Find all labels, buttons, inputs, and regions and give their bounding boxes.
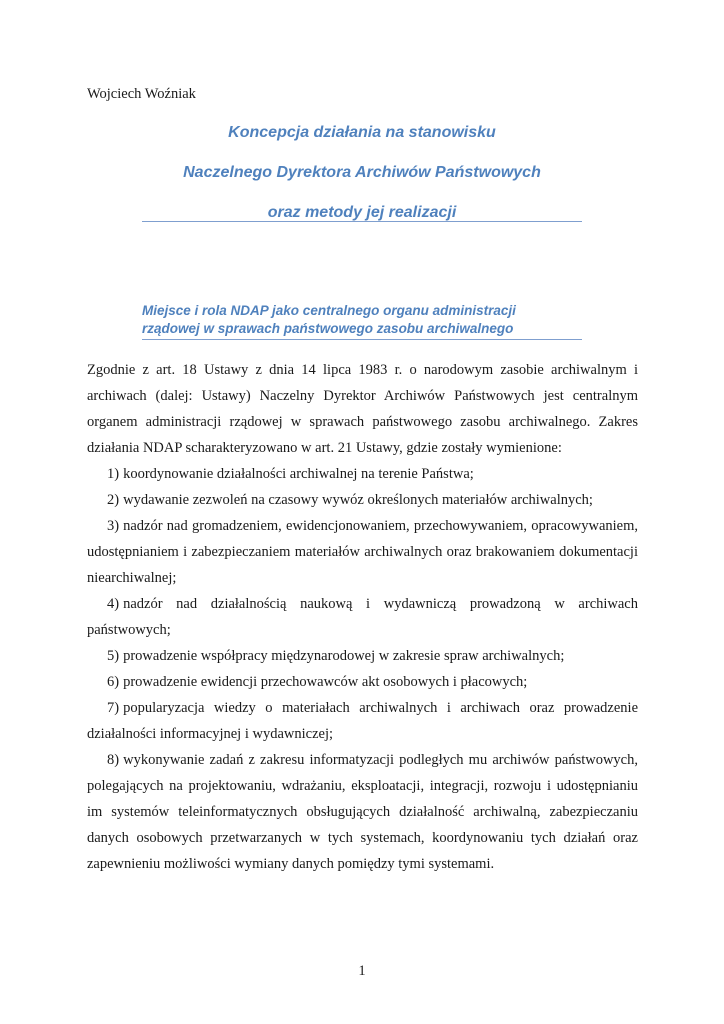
list-item-number: 6)	[107, 674, 120, 690]
list-item	[87, 461, 638, 487]
list-item-number: 4)	[107, 596, 120, 612]
author-name: Wojciech Woźniak	[87, 86, 196, 102]
title-divider	[142, 221, 582, 222]
document-title	[142, 120, 582, 240]
list-item	[87, 669, 638, 695]
page-number: 1	[358, 963, 366, 979]
section-heading	[142, 302, 582, 338]
list-item-number: 1)	[107, 466, 120, 482]
list-item-number: 2)	[107, 492, 120, 508]
list-item-number: 7)	[107, 700, 120, 716]
list-item	[87, 487, 638, 513]
list-item	[87, 591, 638, 643]
section-divider	[142, 339, 582, 340]
list-item-number: 8)	[107, 752, 120, 768]
list-item-text: nadzór nad gromadzeniem, ewidencjonowaniem, przechowywaniem, opracowywaniem, udostępnianiem i zabezpieczaniem materiałów archiwalnych oraz brakowaniem dokumentacji niearchiwalnej;	[87, 518, 638, 586]
title-line: Naczelnego Dyrektora Archiwów Państwowych	[183, 164, 541, 181]
list-item-text: nadzór nad działalnością naukową i wydawniczą prowadzoną w archiwach państwowych;	[87, 596, 638, 638]
document-body	[87, 357, 638, 877]
list-item	[87, 695, 638, 747]
list-item-text: wykonywanie zadań z zakresu informatyzacji podległych mu archiwów państwowych, polegających na projektowaniu, wdrażaniu, eksploatacji, integracji, rozwoju i udostępnianiu im systemów teleinformatycznych obsługujących działalność archiwalną, zabezpieczaniu danych osobowych przetwarzanych w tych systemach, koordynowaniu tych działań oraz zapewnieniu możliwości wymiany danych pomiędzy tymi systemami.	[87, 752, 638, 872]
list-item-text: prowadzenie ewidencji przechowawców akt osobowych i płacowych;	[123, 674, 528, 690]
list-item	[87, 643, 638, 669]
list-item-text: koordynowanie działalności archiwalnej na terenie Państwa;	[123, 466, 474, 482]
list-item-number: 5)	[107, 648, 120, 664]
list-item	[87, 747, 638, 877]
section-heading-line: rządowej w sprawach państwowego zasobu archiwalnego	[142, 321, 514, 336]
intro-paragraph: Zgodnie z art. 18 Ustawy z dnia 14 lipca 1983 r. o narodowym zasobie archiwalnym i archiwach (dalej: Ustawy) Naczelny Dyrektor Archiwów Państwowych jest centralnym organem administracji rządowej w sprawach państwowego zasobu archiwalnego. Zakres działania NDAP scharakteryzowano w art. 21 Ustawy, gdzie zostały wymienione:	[87, 362, 638, 456]
list-item-text: prowadzenie współpracy międzynarodowej w zakresie spraw archiwalnych;	[123, 648, 565, 664]
list-item	[87, 513, 638, 591]
title-line: oraz metody jej realizacji	[267, 204, 457, 221]
list-item-number: 3)	[107, 518, 120, 534]
list-item-text: wydawanie zezwoleń na czasowy wywóz określonych materiałów archiwalnych;	[123, 492, 593, 508]
list-item-text: popularyzacja wiedzy o materiałach archiwalnych i archiwach oraz prowadzenie działalności informacyjnej i wydawniczej;	[87, 700, 638, 742]
section-heading-line: Miejsce i rola NDAP jako centralnego organu administracji	[142, 303, 516, 318]
title-line: Koncepcja działania na stanowisku	[228, 124, 496, 141]
